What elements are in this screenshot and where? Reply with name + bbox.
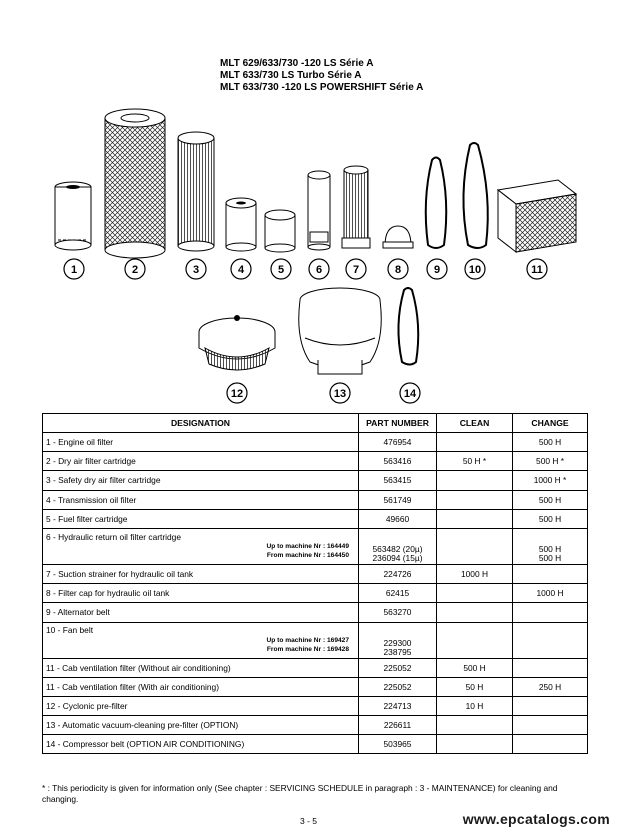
svg-text:13: 13 [333,388,347,400]
svg-text:2: 2 [131,264,139,276]
part-number-cell: 563270 [359,603,437,622]
clean-cell [437,603,513,622]
clean-cell [437,735,513,754]
fan-belt-drawing [463,143,487,248]
clean-cell: 1000 H [437,564,513,583]
svg-text:11: 11 [531,264,543,276]
compressor-belt-drawing [398,288,418,365]
automatic-prefilter-drawing [299,288,382,374]
designation-text: 10 - Fan belt [46,625,94,636]
table-row [43,696,588,715]
change-cell: 250 H [513,677,588,696]
designation-cell: 9 - Alternator belt [43,603,359,622]
svg-text:10: 10 [468,264,482,276]
title-line-3: MLT 633/730 -120 LS POWERSHIFT Série A [220,82,424,93]
part-number-2: 236094 (15µ) [372,553,423,564]
designation-cell: 7 - Suction strainer for hydraulic oil tank [43,564,359,583]
title-line-2: MLT 633/730 LS Turbo Série A [220,70,362,81]
designation-text: 6 - Hydraulic return oil filter cartridge [46,531,181,542]
parts-illustration [0,0,628,410]
change-1: 500 H [538,543,562,554]
change-cell: 500 H [513,433,588,452]
table-row [43,658,588,677]
clean-cell: 10 H [437,696,513,715]
part-number-1: 229300 [383,637,412,648]
cyclonic-prefilter-drawing [199,315,275,370]
change-cell [513,735,588,754]
table-row [43,564,588,583]
callout-7 [346,259,366,279]
table-row [43,603,588,622]
table-row [43,509,588,528]
part-number-cell: 563415 [359,471,437,490]
svg-text:7: 7 [352,264,360,276]
callout-10 [465,259,485,279]
table-row [43,716,588,735]
fuel-filter-drawing [265,210,295,252]
svg-text:6: 6 [315,264,323,276]
designation-cell: 1 - Engine oil filter [43,433,359,452]
clean-cell [437,716,513,735]
callout-3 [186,259,206,279]
svg-text:4: 4 [237,264,245,276]
machine-range-2: From machine Nr : 164450 [266,552,349,560]
clean-cell [437,490,513,509]
clean-cell [437,622,513,658]
part-number-cell: 561749 [359,490,437,509]
hydraulic-return-filter-drawing [308,171,330,250]
designation-cell [43,622,359,658]
page-number: 3 - 5 [300,816,318,826]
callout-11 [527,259,547,279]
designation-cell: 13 - Automatic vacuum-cleaning pre-filter (OPTION) [43,716,359,735]
clean-cell [437,584,513,603]
designation-cell: 4 - Transmission oil filter [43,490,359,509]
clean-cell: 50 H [437,677,513,696]
machine-range-2: From machine Nr : 169428 [266,645,349,653]
part-number-cell: 224713 [359,696,437,715]
designation-cell: 3 - Safety dry air filter cartridge [43,471,359,490]
designation-cell: 12 - Cyclonic pre-filter [43,696,359,715]
table-row [43,490,588,509]
part-number-cell: 49660 [359,509,437,528]
part-number-cell: 62415 [359,584,437,603]
part-number-cell: 225052 [359,658,437,677]
table-row [43,433,588,452]
filter-cap-drawing [383,226,413,248]
safety-filter-drawing [178,132,214,251]
change-cell [513,622,588,658]
designation-cell: 11 - Cab ventilation filter (Without air conditioning) [43,658,359,677]
table-row [43,528,588,564]
clean-cell [437,471,513,490]
change-2: 500 H [538,553,562,564]
part-number-cell: 563416 [359,452,437,471]
clean-cell [437,433,513,452]
callout-6 [309,259,329,279]
svg-text:5: 5 [277,264,285,276]
part-number-cell [359,528,437,564]
suction-strainer-drawing [342,166,370,248]
callout-1 [64,259,84,279]
change-cell [513,716,588,735]
table-row [43,622,588,658]
table-row [43,735,588,754]
dry-air-filter-drawing [105,109,165,258]
header-change: CHANGE [513,414,588,433]
header-clean: CLEAN [437,414,513,433]
watermark: www.epcatalogs.com [462,811,610,827]
callout-13 [330,383,350,403]
change-cell: 500 H * [513,452,588,471]
transmission-filter-drawing [226,198,256,251]
svg-text:9: 9 [433,264,441,276]
part-number-cell [359,622,437,658]
cab-filter-drawing [498,180,576,252]
footnote: * : This periodicity is given for information only (See chapter : SERVICING SCHEDULE in paragraph : 3 - MAINTENANCE) for cleaning and changing. [42,783,558,804]
part-number-cell: 224726 [359,564,437,583]
change-cell [513,528,588,564]
parts-table [42,413,588,754]
header-designation: DESIGNATION [43,414,359,433]
callout-2 [125,259,145,279]
clean-cell [437,528,513,564]
table-row [43,584,588,603]
change-cell: 1000 H * [513,471,588,490]
svg-text:12: 12 [230,388,244,400]
designation-cell: 8 - Filter cap for hydraulic oil tank [43,584,359,603]
designation-cell: 2 - Dry air filter cartridge [43,452,359,471]
designation-cell: 14 - Compressor belt (OPTION AIR CONDITIONING) [43,735,359,754]
machine-range-1: Up to machine Nr : 164449 [266,543,349,551]
machine-range-1: Up to machine Nr : 169427 [266,636,349,644]
title-line-1: MLT 629/633/730 -120 LS Série A [220,58,374,69]
change-cell [513,658,588,677]
change-cell: 1000 H [513,584,588,603]
callout-5 [271,259,291,279]
part-number-1: 563482 (20µ) [372,543,423,554]
change-cell [513,564,588,583]
callout-9 [427,259,447,279]
callout-8 [388,259,408,279]
designation-cell: 11 - Cab ventilation filter (With air conditioning) [43,677,359,696]
designation-cell [43,528,359,564]
alternator-belt-drawing [426,158,447,249]
clean-cell: 50 H * [437,452,513,471]
part-number-cell: 226611 [359,716,437,735]
header-part-number: PART NUMBER [359,414,437,433]
svg-text:3: 3 [192,264,200,276]
svg-text:1: 1 [70,264,78,276]
part-number-cell: 476954 [359,433,437,452]
svg-text:8: 8 [394,264,402,276]
callout-4 [231,259,251,279]
table-row [43,471,588,490]
clean-cell [437,509,513,528]
callout-12 [227,383,247,403]
part-number-cell: 225052 [359,677,437,696]
table-row [43,452,588,471]
part-number-2: 238795 [383,647,412,657]
designation-cell: 5 - Fuel filter cartridge [43,509,359,528]
svg-text:14: 14 [403,388,417,400]
part-number-cell: 503965 [359,735,437,754]
callout-14 [400,383,420,403]
table-row [43,677,588,696]
change-cell [513,603,588,622]
table-header-row [43,414,588,433]
change-cell: 500 H [513,490,588,509]
engine-oil-filter-drawing [55,182,91,250]
change-cell [513,696,588,715]
change-cell: 500 H [513,509,588,528]
clean-cell: 500 H [437,658,513,677]
